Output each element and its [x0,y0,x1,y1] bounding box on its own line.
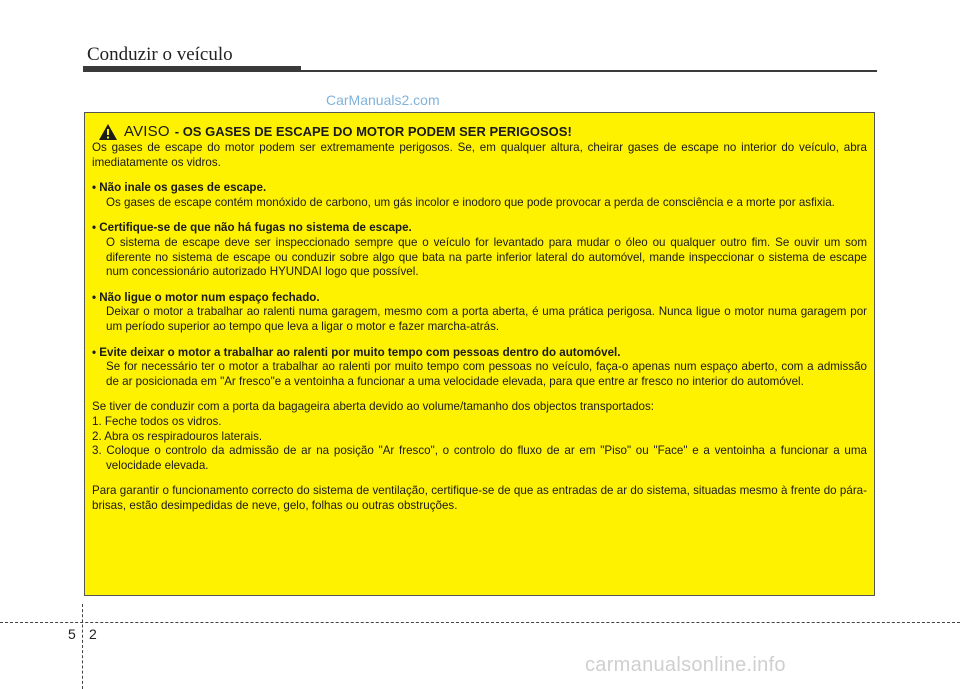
header-rule-thick [83,66,301,72]
step-item: 2. Abra os respiradouros laterais. [92,429,263,443]
page-number: 2 [89,626,97,642]
bullet-text: Deixar o motor a trabalhar ao ralenti numa garagem, mesmo com a porta aberta, é uma prática perigosa. Nunca ligue o motor numa garagem por um período superior ao tempo que leva a ligar o motor e fazer marcha-atrás. [106,305,867,333]
site-watermark: carmanualsonline.info [585,654,786,676]
bullet-heading: • Certifique-se de que não há fugas no sistema de escape. [92,221,412,235]
page-header-title: Conduzir o veículo [87,44,233,65]
footer-divider [82,604,83,689]
warning-heading [98,123,867,141]
warning-intro: Os gases de escape do motor podem ser extremamente perigosos. Se, em qualquer altura, cheirar gases de escape no interior do veículo, abra imediatamente os vidros. [92,141,867,169]
warning-triangle-icon [98,123,118,141]
warning-box [84,112,875,596]
bullet-heading: • Evite deixar o motor a trabalhar ao ralenti por muito tempo com pessoas dentro do automóvel. [92,345,621,359]
header-rule-thin [301,70,877,72]
step-item: 1. Feche todos os vidros. [92,414,222,428]
watermark-text: CarManuals2.com [326,92,440,108]
bullet-text: Os gases de escape contém monóxido de carbono, um gás incolor e inodoro que pode provocar a perda de consciência e a morte por asfixia. [106,195,835,209]
trunk-intro: Se tiver de conduzir com a porta da bagageira aberta devido ao volume/tamanho dos objectos transportados: [92,400,654,414]
step-item: 3. Coloque o controlo da admissão de ar na posição "Ar fresco", o controlo do fluxo de ar em "Piso" ou "Face" e a ventoinha a funcionar a uma velocidade elevada. [92,444,867,472]
warning-title: - OS GASES DE ESCAPE DO MOTOR PODEM SER PERIGOSOS! [174,123,572,139]
bullet-heading: • Não ligue o motor num espaço fechado. [92,290,320,304]
warning-word: AVISO [124,122,170,140]
section-number: 5 [68,626,76,642]
footer-rule [0,622,960,623]
bullet-text: Se for necessário ter o motor a trabalhar ao ralenti por muito tempo com pessoas no veículo, faça-o apenas num espaço aberto, com a admissão de ar posicionada em "Ar fresco"e a ventoinha a funcionar a uma velocidade elevada, para que entre ar fresco no interior do automóvel. [106,360,867,388]
closing-note: Para garantir o funcionamento correcto do sistema de ventilação, certifique-se de que as entradas de ar do sistema, situadas mesmo à frente do pára-brisas, estão desimpedidas de neve, gelo, folhas ou outras obstruções. [92,484,867,512]
bullet-text: O sistema de escape deve ser inspeccionado sempre que o veículo for levantado para mudar o óleo ou qualquer outro fim. Se ouvir um som diferente no sistema de escape ou conduzir sobre algo que bata na parte inferior lateral do automóvel, mande inspeccionar o sistema de escape num concessionário autorizado HYUNDAI logo que possível. [106,235,867,279]
bullet-heading: • Não inale os gases de escape. [92,181,267,195]
